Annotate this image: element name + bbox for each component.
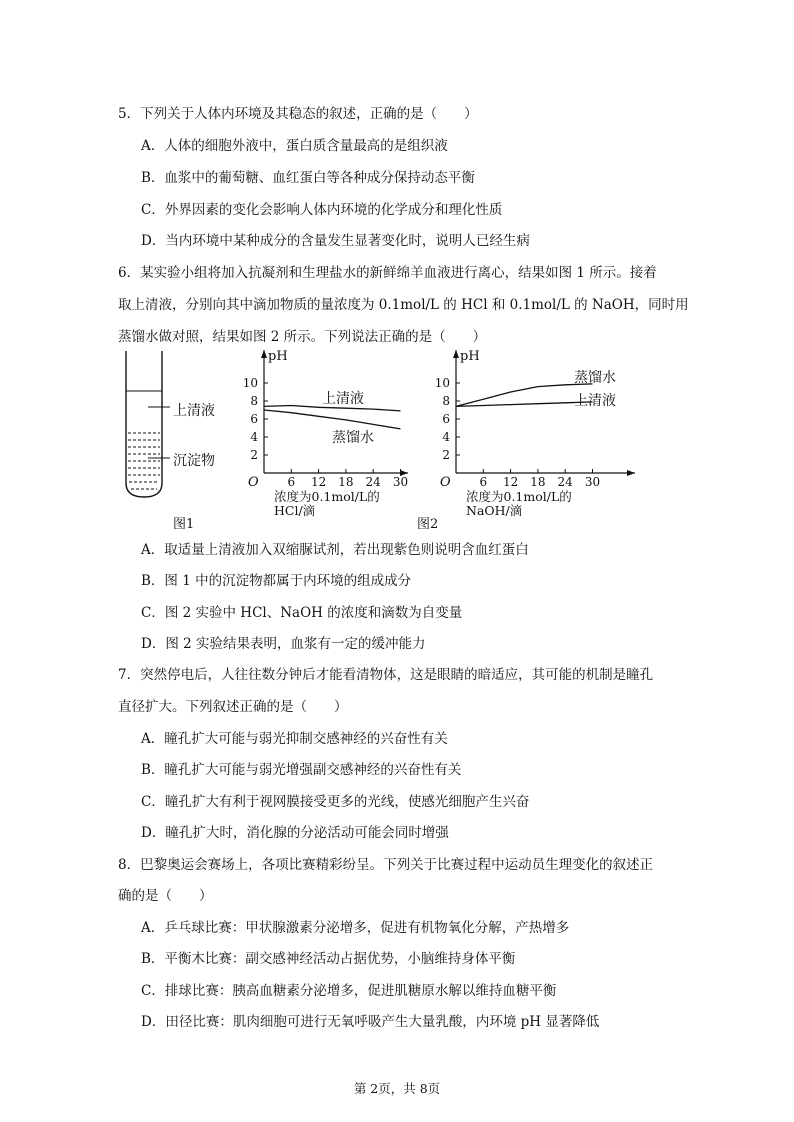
q8-option-c: C．排球比赛：胰高血糖素分泌增多，促进肌糖原水解以维持血糖平衡 [141, 983, 557, 999]
figure2-chart-naoh [428, 342, 643, 520]
q5-option-c: C．外界因素的变化会影响人体内环境的化学成分和理化性质 [141, 202, 503, 218]
series-line [264, 410, 401, 429]
x-tick-label: 30 [392, 475, 409, 489]
y-axis-label: pH [460, 349, 480, 364]
x-tick-label: 24 [557, 475, 573, 489]
y-tick-label: 8 [250, 394, 258, 408]
y-axis-arrow-icon [453, 350, 459, 358]
q5-option-a: A．人体的细胞外液中，蛋白质含量最高的是组织液 [141, 138, 448, 154]
q7-stem-line-2: 直径扩大。下列叙述正确的是（ ） [118, 699, 348, 715]
q5-option-b: B．血浆中的葡萄糖、血红蛋白等各种成分保持动态平衡 [141, 170, 475, 186]
y-axis-arrow-icon [261, 350, 267, 358]
q6-option-c: C．图 2 实验中 HCl、NaOH 的浓度和滴数为自变量 [141, 605, 463, 621]
q8-stem-line-1: 8．巴黎奥运会赛场上，各项比赛精彩纷呈。下列关于比赛过程中运动员生理变化的叙述正 [118, 857, 654, 873]
origin-label: O [440, 475, 451, 490]
q7-option-a: A．瞳孔扩大可能与弱光抑制交感神经的兴奋性有关 [141, 731, 448, 747]
y-tick-label: 2 [250, 448, 258, 462]
series-label: 上清液 [574, 393, 616, 409]
figure1-test-tube [118, 345, 238, 510]
x-tick-label: 18 [338, 475, 354, 489]
figure2-caption: 图2 [417, 517, 439, 532]
x-tick-label: 18 [530, 475, 546, 489]
q7-option-c: C．瞳孔扩大有利于视网膜接受更多的光线，使感光细胞产生兴奋 [141, 794, 530, 810]
q7-option-b: B．瞳孔扩大可能与弱光增强副交感神经的兴奋性有关 [141, 762, 462, 778]
series-line [456, 402, 593, 407]
figure1-sediment-label: 沉淀物 [173, 453, 215, 469]
series-label: 蒸馏水 [332, 430, 374, 446]
x-tick-label: 12 [310, 475, 327, 489]
x-tick-label: 24 [365, 475, 381, 489]
y-tick-label: 10 [434, 376, 450, 390]
q8-option-a: A．乒乓球比赛：甲状腺激素分泌增多，促进有机物氧化分解，产热增多 [141, 920, 570, 936]
q6-option-b: B．图 1 中的沉淀物都属于内环境的组成成分 [141, 573, 412, 589]
q6-stem-line-1: 6．某实验小组将加入抗凝剂和生理盐水的新鲜绵羊血液进行离心，结果如图 1 所示。接着 [118, 265, 657, 281]
figure1-supernatant-label: 上清液 [173, 403, 215, 419]
q6-option-a: A．取适量上清液加入双缩脲试剂，若出现紫色则说明含血红蛋白 [141, 542, 529, 558]
y-tick-label: 2 [442, 448, 450, 462]
y-tick-label: 8 [442, 394, 450, 408]
y-tick-label: 10 [242, 376, 258, 390]
page-footer: 第 2页，共 8页 [353, 1081, 441, 1096]
q7-option-d: D．瞳孔扩大时，消化腺的分泌活动可能会同时增强 [141, 825, 449, 841]
x-tick-label: 6 [479, 475, 488, 489]
x-axis-label-line: 浓度为0.1mol/L的 [274, 489, 380, 504]
y-tick-label: 6 [250, 412, 258, 426]
x-axis-label-line: NaOH/滴 [466, 503, 523, 518]
q6-stem-line-3: 蒸馏水做对照，结果如图 2 所示。下列说法正确的是（ ） [118, 329, 487, 345]
q8-option-d: D．田径比赛：肌肉细胞可进行无氧呼吸产生大量乳酸，内环境 pH 显著降低 [141, 1014, 600, 1030]
figure2-chart-hcl [236, 342, 416, 520]
origin-label: O [248, 475, 259, 490]
x-tick-label: 30 [584, 475, 601, 489]
series-label: 上清液 [322, 391, 364, 407]
q5-option-d: D．当内环境中某种成分的含量发生显著变化时，说明人已经生病 [141, 233, 530, 249]
y-tick-label: 6 [442, 412, 450, 426]
q6-option-d: D．图 2 实验结果表明，血浆有一定的缓冲能力 [141, 636, 426, 652]
figure1-caption: 图1 [173, 517, 195, 532]
q6-stem-line-2: 取上清液，分别向其中滴加物质的量浓度为 0.1mol/L 的 HCl 和 0.1mol/L 的 NaOH，同时用 [118, 297, 689, 313]
x-axis-label-line: 浓度为0.1mol/L的 [466, 489, 572, 504]
series-label: 蒸馏水 [574, 370, 616, 386]
q7-stem-line-1: 7．突然停电后，人往往数分钟后才能看清物体，这是眼睛的暗适应，其可能的机制是瞳孔 [118, 667, 654, 683]
x-tick-label: 12 [502, 475, 519, 489]
y-tick-label: 4 [442, 430, 450, 444]
q5-stem: 5．下列关于人体内环境及其稳态的叙述，正确的是（ ） [118, 106, 478, 122]
y-axis-label: pH [268, 349, 288, 364]
q8-option-b: B．平衡木比赛：副交感神经活动占据优势，小脑维持身体平衡 [141, 951, 516, 967]
x-axis-arrow-icon [627, 470, 635, 476]
x-axis-label-line: HCl/滴 [274, 503, 316, 518]
x-tick-label: 6 [287, 475, 296, 489]
y-tick-label: 4 [250, 430, 258, 444]
q8-stem-line-2: 确的是（ ） [118, 888, 213, 904]
